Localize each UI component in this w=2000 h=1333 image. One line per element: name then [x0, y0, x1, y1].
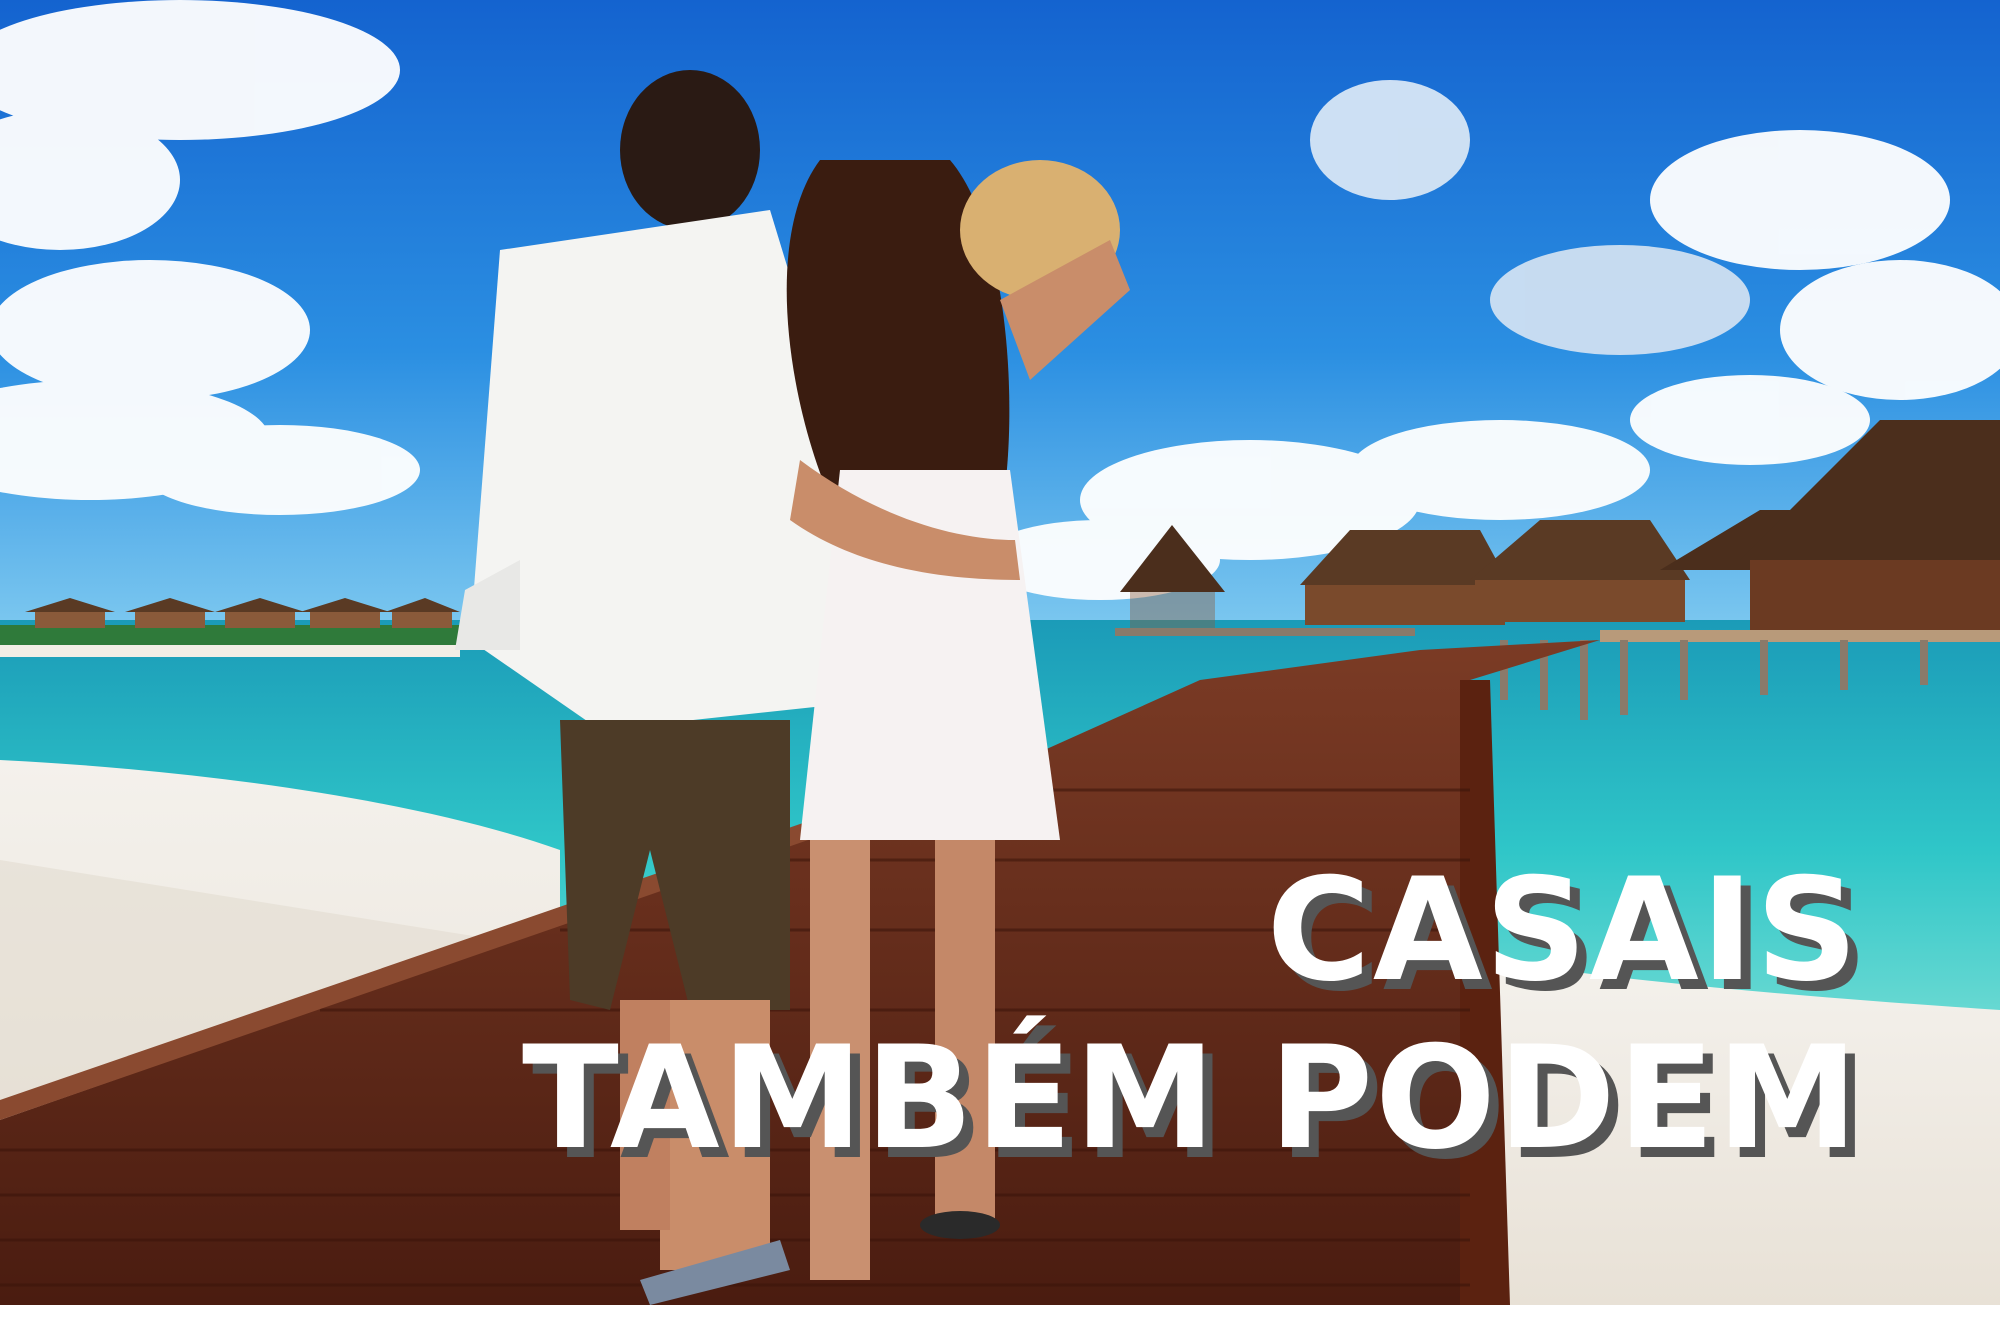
headline-line-1: CASAIS — [1266, 848, 1860, 1013]
headline-line-2: TAMBÉM PODEM — [522, 1016, 1860, 1181]
bottom-white-strip — [0, 1305, 2000, 1333]
beach-sand-right — [1490, 960, 2000, 1305]
